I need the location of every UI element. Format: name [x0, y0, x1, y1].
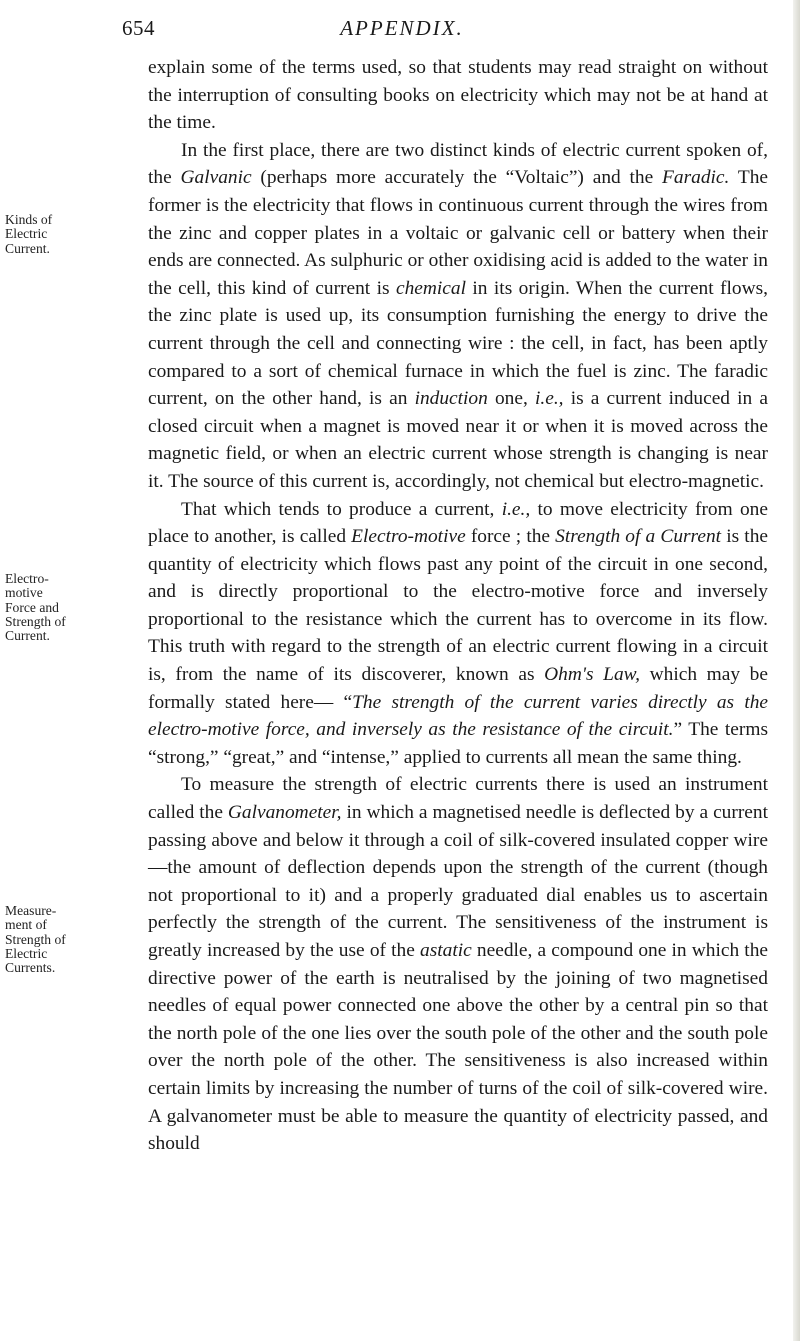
body-text	[148, 54, 768, 1158]
text-run: to move electricity from one place to another, is called	[148, 498, 768, 548]
sidenote-line: Kinds of	[5, 212, 53, 227]
text-run: which may be formally stated here— “	[148, 664, 768, 713]
italic-run: Galvanic	[180, 167, 252, 189]
paragraph-continuation	[148, 54, 768, 137]
page-header	[122, 16, 682, 42]
paragraph-kinds-of-current	[148, 137, 768, 496]
sidenote-line: Currents.	[5, 960, 56, 976]
text-run: force ; the	[465, 526, 556, 548]
sidenote-line: Electro-	[5, 571, 49, 586]
text-run: In the first place, there are two distinct kinds of electric current spoken of, the	[148, 139, 768, 189]
sidenote-line: Electric	[5, 945, 48, 961]
text-run: one,	[487, 388, 535, 410]
sidenote-line: ment of	[5, 917, 47, 933]
italic-run: i.e.,	[501, 498, 531, 520]
sidenote-line: Current.	[5, 628, 50, 644]
italic-run: Faradic.	[662, 167, 730, 189]
sidenote-line: Strength of	[5, 613, 66, 629]
italic-run: Electro-motive	[351, 526, 466, 548]
text-run: explain some of the terms used, so that students may read straight on without the interruption of consulting books on electricity which may not be at hand at the time.	[148, 57, 768, 134]
text-run: is a current induced in a closed circuit when a magnet is moved near it or when it is moved across the magnetic field, or when an electric current whose strength is changing is near it. The source of this current is, accordingly, not chemical but electro-magnetic.	[148, 388, 768, 492]
text-run: ” The terms “strong,” “great,” and “intense,” applied to currents all mean the same thing.	[148, 719, 769, 768]
sidenote-line: Strength of	[5, 931, 66, 947]
sidenote-line: motive	[5, 585, 43, 601]
italic-run: chemical	[395, 277, 466, 299]
sidenote-measurement	[5, 904, 100, 975]
text-run: in which a magnetised needle is deflected by a current passing above and below it through a coil of silk-covered insulated copper wire—the amount of deflection depends upon the strength of the current (though not proportional to it) and a properly graduated dial enables us to ascertain perfectly the strength of the current. The sensitiveness of the instrument is greatly increased by the use of the	[148, 802, 768, 961]
italic-run: Strength of a Current	[555, 526, 722, 548]
italic-run: The strength of the current varies directly as the electro-motive force, and inversely as the resistance of the circuit.	[148, 691, 769, 741]
text-run: That which tends to produce a current,	[181, 498, 502, 520]
sidenote-emf-strength	[5, 572, 100, 643]
text-run: To measure the strength of electric currents there is used an instrument called the	[148, 774, 768, 824]
text-run: in its origin. When the current flows, the zinc plate is used up, its consumption furnishing the energy to drive the current through the cell and connecting wire : the cell, in fact, has been aptly compared to a sort of chemical furnace in which the fuel is zinc. The faradic current, on the other hand, is an	[148, 277, 768, 410]
page-edge	[793, 0, 800, 1341]
italic-run: Galvanometer,	[227, 802, 342, 824]
text-run: is the quantity of electricity which flows past any point of the circuit in one second, and is directly proportional to the electro-motive force and inversely proportional to the resistance which the current has to overcome in its flow. This truth with regard to the strength of an electric current flowing in a circuit is, from the name of its discoverer, known as	[148, 526, 768, 686]
page-number: 654	[122, 16, 155, 40]
text-run: The former is the electricity that flows in continuous current through the wires from the zinc and copper plates in a voltaic or galvanic cell or battery when their ends are connected. As sulphuric or other oxidising acid is added to the water in the cell, this kind of current is	[148, 167, 768, 299]
paragraph-galvanometer	[148, 771, 768, 1157]
paragraph-electromotive-force	[148, 496, 768, 772]
sidenote-line: Electric	[5, 226, 48, 242]
sidenote-line: Force and	[5, 599, 59, 615]
italic-run: astatic	[420, 940, 472, 961]
sidenote-line: Current.	[5, 240, 50, 256]
italic-run: i.e.,	[534, 388, 564, 410]
sidenote-line: Measure-	[5, 903, 57, 918]
text-run: needle, a compound one in which the directive power of the earth is neutralised by the joining of two magnetised needles of equal power connected one above the other by a central pin so that the north pole of the one lies over the south pole of the other and the south pole over the north pole of the other. The sensitiveness is also increased within certain limits by increasing the number of turns of the coil of silk-covered wire. A galvanometer must be able to measure the quantity of electricity passed, and should	[148, 940, 768, 1155]
sidenote-kinds-of-current	[5, 213, 100, 256]
italic-run: induction	[414, 388, 488, 410]
italic-run: Ohm's Law,	[544, 664, 640, 686]
running-head: APPENDIX.	[340, 16, 464, 40]
text-run: (perhaps more accurately the “Voltaic”) and the	[251, 167, 663, 189]
